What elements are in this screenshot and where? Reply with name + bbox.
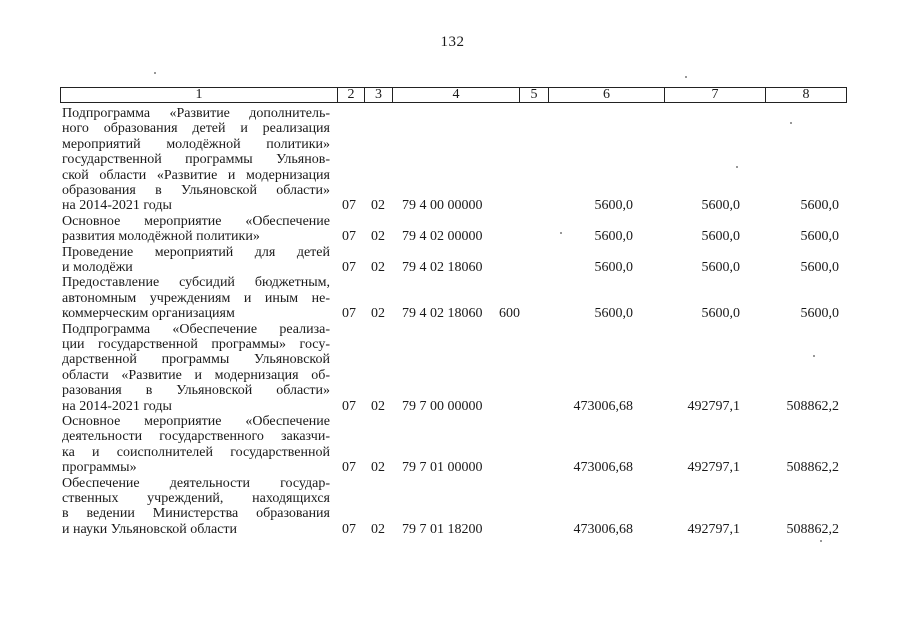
row-name [62, 106, 330, 214]
row-name-line: коммерческим организациям [62, 306, 235, 322]
row-name [62, 476, 330, 538]
cell-col-3: 02 [371, 229, 385, 245]
row-name-line: дарственной программы Ульяновской [62, 352, 330, 368]
table-row [0, 275, 905, 321]
cell-col-3: 02 [371, 521, 385, 537]
row-name-line: Подпрограмма «Обеспечение реализа- [62, 321, 330, 337]
row-name [62, 245, 330, 276]
row-name [62, 414, 330, 476]
cell-col-2: 07 [342, 229, 356, 245]
table-row [0, 476, 905, 538]
cell-col-6: 5600,0 [594, 259, 633, 275]
table-row [0, 214, 905, 245]
table-row [0, 106, 905, 214]
cell-col-8: 5600,0 [800, 198, 839, 214]
cell-col-4: 79 7 00 00000 [402, 398, 483, 414]
row-name-line: в ведении Министерства образования [62, 506, 330, 522]
row-name [62, 322, 330, 414]
row-name-line: Предоставление субсидий бюджетным, [62, 275, 330, 291]
cell-col-6: 473006,68 [573, 460, 633, 476]
cell-col-6: 473006,68 [573, 398, 633, 414]
header-col-7: 7 [665, 88, 766, 102]
cell-col-7: 5600,0 [701, 306, 740, 322]
header-col-1: 1 [61, 88, 338, 102]
row-name-line: области «Развитие и модернизация об- [62, 367, 330, 383]
row-name-line: и молодёжи [62, 259, 133, 275]
row-name-line: образования в Ульяновской области» [62, 182, 330, 198]
cell-col-4: 79 4 02 18060 [402, 259, 483, 275]
cell-col-7: 5600,0 [701, 259, 740, 275]
row-name-line: Проведение мероприятий для детей [62, 244, 330, 260]
cell-col-2: 07 [342, 460, 356, 476]
scan-speck [736, 166, 738, 168]
cell-col-4: 79 4 00 00000 [402, 198, 483, 214]
cell-col-6: 473006,68 [573, 521, 633, 537]
row-name-line: на 2014-2021 годы [62, 198, 172, 214]
row-name-line: ного образования детей и реализация [62, 121, 330, 137]
header-col-5: 5 [520, 88, 549, 102]
table-row [0, 245, 905, 276]
cell-col-8: 508862,2 [786, 460, 839, 476]
cell-col-3: 02 [371, 306, 385, 322]
row-name-line: ственных учреждений, находящихся [62, 490, 330, 506]
row-name-line: и науки Ульяновской области [62, 521, 238, 537]
scan-speck [820, 540, 822, 542]
cell-col-8: 508862,2 [786, 521, 839, 537]
scan-speck [154, 72, 156, 74]
row-name [62, 275, 330, 321]
scan-speck [813, 355, 815, 357]
row-name-line: ка и соисполнителей государственной [62, 444, 330, 460]
cell-col-4: 79 7 01 18200 [402, 521, 483, 537]
cell-col-8: 5600,0 [800, 306, 839, 322]
scan-speck [685, 76, 687, 78]
row-name-line: автономным учреждениям и иным не- [62, 290, 330, 306]
scan-speck [790, 122, 792, 124]
cell-col-4: 79 4 02 00000 [402, 229, 483, 245]
cell-col-5: 600 [499, 306, 520, 322]
table-row [0, 322, 905, 414]
cell-col-2: 07 [342, 259, 356, 275]
cell-col-4: 79 7 01 00000 [402, 460, 483, 476]
row-name-line: Обеспечение деятельности государ- [62, 475, 330, 491]
header-col-2: 2 [338, 88, 365, 102]
cell-col-2: 07 [342, 306, 356, 322]
header-col-3: 3 [365, 88, 393, 102]
cell-col-6: 5600,0 [594, 306, 633, 322]
cell-col-6: 5600,0 [594, 198, 633, 214]
row-name-line: развития молодёжной политики» [62, 229, 260, 245]
page-number: 132 [440, 34, 465, 50]
cell-col-7: 492797,1 [687, 521, 740, 537]
header-col-6: 6 [549, 88, 665, 102]
row-name-line: на 2014-2021 годы [62, 398, 172, 414]
cell-col-3: 02 [371, 198, 385, 214]
row-name-line: Основное мероприятие «Обеспечение [62, 414, 330, 429]
row-name-line: ской области «Развитие и модернизация [62, 167, 330, 183]
row-name-line: Основное мероприятие «Обеспечение [62, 213, 330, 229]
scan-speck [560, 232, 562, 234]
cell-col-3: 02 [371, 259, 385, 275]
cell-col-7: 5600,0 [701, 229, 740, 245]
row-name-line: деятельности государственного заказчи- [62, 429, 330, 445]
row-name [62, 214, 330, 245]
row-name-line: Подпрограмма «Развитие дополнитель- [62, 106, 330, 121]
cell-col-8: 5600,0 [800, 229, 839, 245]
cell-col-3: 02 [371, 398, 385, 414]
cell-col-7: 492797,1 [687, 398, 740, 414]
header-col-4: 4 [393, 88, 520, 102]
cell-col-3: 02 [371, 460, 385, 476]
table-row [0, 414, 905, 476]
cell-col-2: 07 [342, 198, 356, 214]
cell-col-8: 5600,0 [800, 259, 839, 275]
cell-col-7: 5600,0 [701, 198, 740, 214]
cell-col-6: 5600,0 [594, 229, 633, 245]
cell-col-2: 07 [342, 521, 356, 537]
header-col-8: 8 [802, 87, 810, 102]
row-name-line: разования в Ульяновской области» [62, 383, 330, 399]
table-header-row [60, 87, 847, 103]
cell-col-2: 07 [342, 398, 356, 414]
row-name-line: программы» [62, 460, 137, 476]
row-name-line: ции государственной программы» госу- [62, 336, 330, 352]
cell-col-4: 79 4 02 18060 [402, 306, 483, 322]
cell-col-8: 508862,2 [786, 398, 839, 414]
row-name-line: государственной программы Ульянов- [62, 152, 330, 168]
cell-col-7: 492797,1 [687, 460, 740, 476]
row-name-line: мероприятий молодёжной политики» [62, 136, 330, 152]
